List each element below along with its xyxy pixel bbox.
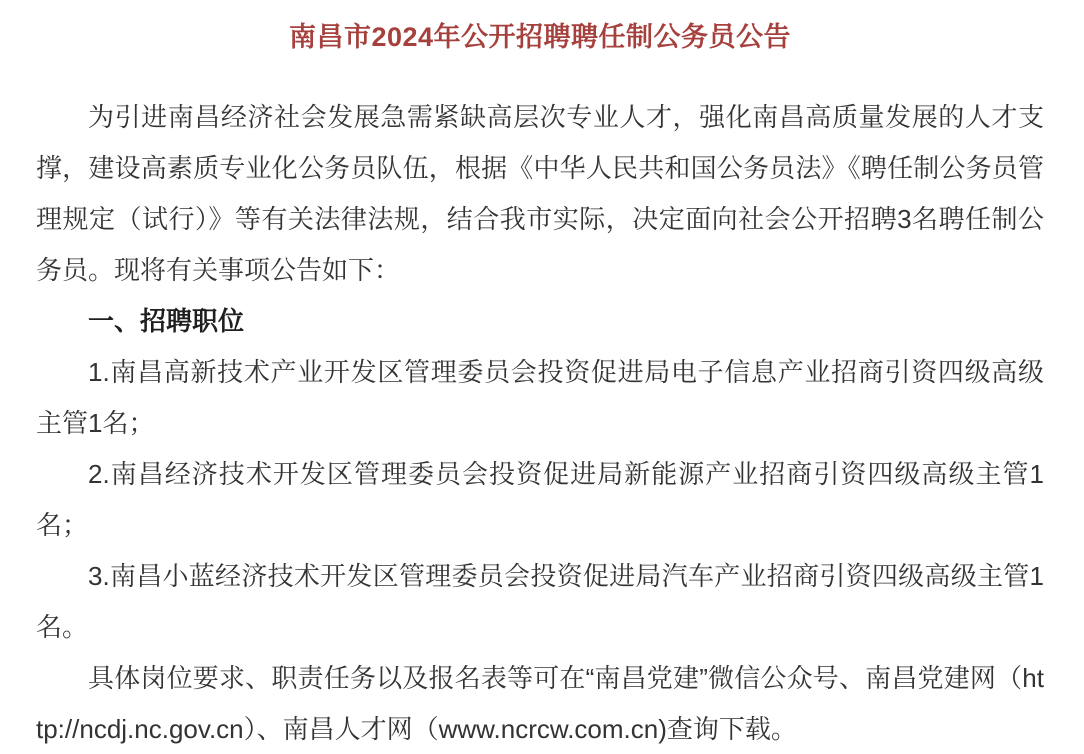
download-info-paragraph: 具体岗位要求、职责任务以及报名表等可在“南昌党建”微信公众号、南昌党建网（http://ncdj.nc.gov.cn）、南昌人才网（www.ncrcw.com.cn)查询下载。 — [36, 663, 1044, 744]
position-item-2: 2.南昌经济技术开发区管理委员会投资促进局新能源产业招商引资四级高级主管1名； — [36, 459, 1044, 540]
page-title: 南昌市2024年公开招聘聘任制公务员公告 — [288, 22, 792, 52]
position-item-1: 1.南昌高新技术产业开发区管理委员会投资促进局电子信息产业招商引资四级高级主管1名； — [36, 357, 1044, 438]
section-heading-positions: 一、招聘职位 — [88, 306, 245, 336]
intro-paragraph: 为引进南昌经济社会发展急需紧缺高层次专业人才，强化南昌高质量发展的人才支撑，建设高素质专业化公务员队伍，根据《中华人民共和国公务员法》《聘任制公务员管理规定（试行）》等有关法律法规，结合我市实际，决定面向社会公开招聘3名聘任制公务员。现将有关事项公告如下： — [36, 102, 1044, 285]
position-item-3: 3.南昌小蓝经济技术开发区管理委员会投资促进局汽车产业招商引资四级高级主管1名。 — [36, 561, 1044, 642]
